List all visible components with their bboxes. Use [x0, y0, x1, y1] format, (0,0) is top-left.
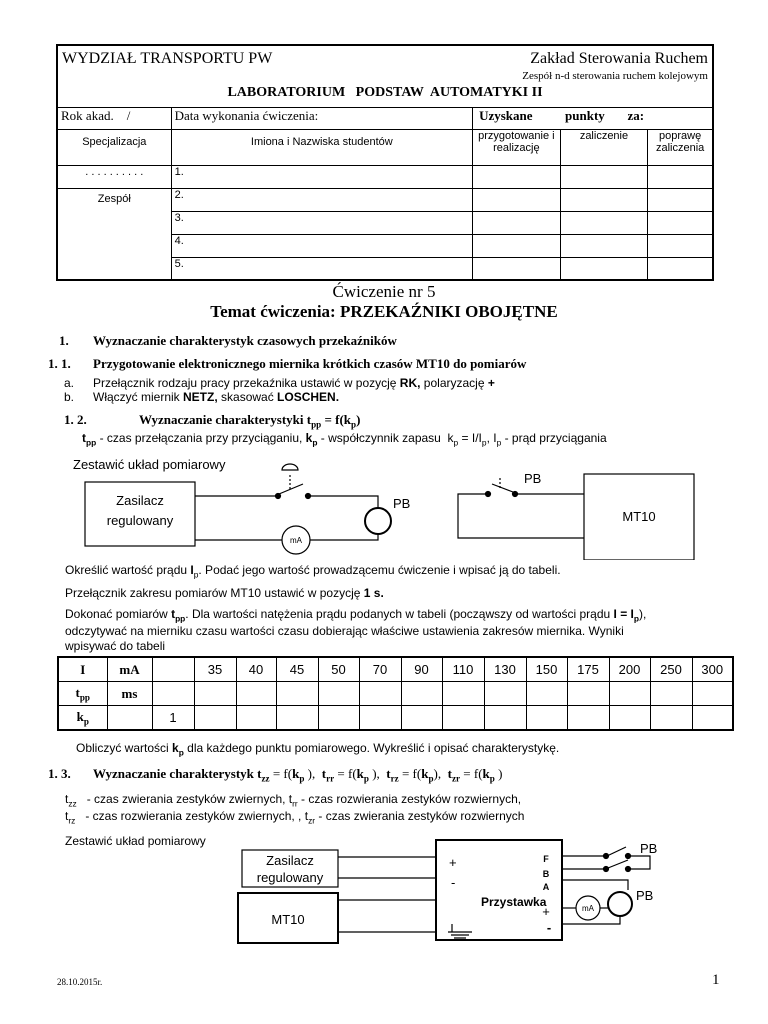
section-1-3-number: 1. 3.: [48, 766, 71, 781]
points-cell: [648, 257, 713, 280]
relay-pb-left: [365, 508, 391, 534]
table-cell: [650, 682, 692, 706]
specialization-label: Specjalizacja: [57, 129, 171, 165]
current-value: 150: [526, 657, 567, 682]
table-cell: [567, 706, 609, 731]
table-cell: [276, 682, 318, 706]
adapter-b: B: [542, 869, 550, 879]
row-current: [58, 657, 733, 682]
relay-pb-bottom: [608, 892, 632, 916]
current-value: 175: [567, 657, 609, 682]
points-cell: [648, 234, 713, 257]
exercise-topic: Temat ćwiczenia: PRZEKAŹNIKI OBOJĘTNE: [210, 302, 558, 321]
table-cell: [194, 706, 236, 731]
table-cell: [567, 682, 609, 706]
table-cell: [276, 706, 318, 731]
col-credit: zaliczenie: [560, 129, 648, 165]
measurement-instruction-line-3: wpisywać do tabeli: [65, 639, 166, 653]
step-a-marker: a.: [64, 376, 75, 390]
assemble-instruction-1: Zestawić układ pomiarowy: [73, 457, 226, 472]
col-correction: poprawę zaliczenia: [648, 129, 713, 165]
mt10-label-1: MT10: [622, 509, 656, 524]
ma-label-2: mA: [582, 904, 594, 913]
table-cell: [236, 682, 276, 706]
supply-label-2: regulowany: [106, 513, 174, 528]
footer-date: 28.10.2015r.: [57, 977, 103, 987]
circuit-diagram-1: [0, 460, 768, 560]
student-row-4: 4.: [171, 234, 473, 257]
current-value: 250: [650, 657, 692, 682]
points-label: Uzyskane punkty za:: [473, 107, 713, 129]
section-1-1-title: Przygotowanie elektronicznego miernika krótkich czasów MT10 do pomiarów: [93, 356, 527, 371]
current-value: 70: [359, 657, 401, 682]
points-cell: [473, 211, 561, 234]
group-label: Zespół: [57, 188, 171, 280]
step-b: Włączyć miernik NETZ, skasować LOSCHEN.: [93, 390, 340, 404]
points-cell: [648, 211, 713, 234]
current-value: 40: [236, 657, 276, 682]
section-1-2-number: 1. 2.: [64, 412, 87, 427]
academic-year-label: Rok akad. /: [57, 107, 171, 129]
measurement-table: [57, 656, 734, 731]
row-time-label: $t_{pp}$: [58, 682, 107, 706]
current-value: 45: [276, 657, 318, 682]
names-label: Imiona i Nazwiska studentów: [171, 129, 473, 165]
row-time: [58, 682, 733, 706]
points-cell: [648, 188, 713, 211]
points-cell: [560, 165, 648, 188]
pb-label-left: PB: [393, 496, 411, 511]
table-cell: [359, 682, 401, 706]
exercise-number: Ćwiczenie nr 5: [332, 282, 436, 301]
table-cell: [609, 706, 650, 731]
points-cell: [473, 234, 561, 257]
current-value: 110: [442, 657, 484, 682]
table-cell: [650, 706, 692, 731]
student-row-5: 5.: [171, 257, 473, 280]
trz-definition: $t_{rz}$ - czas rozwierania zestyków zwiernych, , $t_{zr}$ - czas zwierania zestyków rozwiernych: [65, 809, 525, 826]
row-current-label: I: [58, 657, 107, 682]
points-cell: [560, 234, 648, 257]
section-1-3-title: Wyznaczanie charakterystyk $t_{zz} = f(k_p$ ), $t_{rr} = f(k_p$ ), $t_{rz} = f(k_p)$, $t_{zr} = f(k_p$ ): [93, 766, 503, 784]
table-cell: [152, 657, 194, 682]
table-cell: [442, 682, 484, 706]
tpp-definition: $t_{pp}$ - czas przełączania przy przyciąganiu, $k_p$ - współczynnik zapasu $k_p = I/I_p$, $I_p$ - prąd przyciągania: [82, 431, 607, 448]
table-cell: [692, 706, 733, 731]
table-cell: [692, 682, 733, 706]
assemble-instruction-2: Zestawić układ pomiarowy: [65, 834, 206, 848]
adapter-minus-2: -: [546, 920, 552, 935]
table-cell: [194, 682, 236, 706]
header-title-cell: [57, 45, 713, 107]
table-cell: [107, 706, 152, 731]
row-current-unit: mA: [107, 657, 152, 682]
table-cell: [318, 682, 359, 706]
points-cell: [560, 257, 648, 280]
current-value: 35: [194, 657, 236, 682]
calculate-instruction: Obliczyć wartości $k_p$ dla każdego punktu pomiarowego. Wykreślić i opisać charakterystykę.: [76, 741, 560, 758]
kp-first-value: 1: [152, 706, 194, 731]
mt10-label-2: MT10: [271, 912, 305, 927]
current-value: 90: [401, 657, 442, 682]
student-row-2: 2.: [171, 188, 473, 211]
table-cell: [359, 706, 401, 731]
team-name: Zespół n-d sterowania ruchem kolejowym: [522, 70, 708, 82]
points-cell: [560, 188, 648, 211]
faculty-name: WYDZIAŁ TRANSPORTU PW: [62, 50, 273, 67]
supply2-label-1: Zasilacz: [266, 853, 314, 868]
header-table: [56, 44, 714, 281]
pb-label-top: PB: [640, 841, 658, 856]
table-cell: [236, 706, 276, 731]
adapter-label: Przystawka: [481, 895, 547, 909]
table-cell: [526, 682, 567, 706]
col-preparation: przygotowanie i realizację: [473, 129, 561, 165]
points-cell: [648, 165, 713, 188]
specialization-dots: . . . . . . . . . .: [57, 165, 171, 188]
row-kp: [58, 706, 733, 731]
pb-label-right: PB: [524, 471, 542, 486]
table-cell: [152, 682, 194, 706]
circuit-diagram-2: [0, 836, 768, 946]
adapter-minus-1: -: [451, 875, 456, 890]
current-value: 130: [484, 657, 526, 682]
adapter-f: F: [543, 854, 549, 864]
student-row-1: 1.: [171, 165, 473, 188]
table-cell: [609, 682, 650, 706]
table-cell: [401, 706, 442, 731]
measurement-instruction-line-1: Dokonać pomiarów $t_{pp}$. Dla wartości natężenia prądu podanych w tabeli (począwszy od wartości prądu $I = I_p$),: [65, 607, 647, 624]
date-label: Data wykonania ćwiczenia:: [171, 107, 473, 129]
section-1-2-title: Wyznaczanie charakterystyki $t_{pp} = f(k_p)$: [139, 412, 361, 430]
lab-title: LABORATORIUM PODSTAW AUTOMATYKI II: [227, 85, 543, 100]
student-row-3: 3.: [171, 211, 473, 234]
points-cell: [560, 211, 648, 234]
section-1-1-number: 1. 1.: [48, 356, 71, 371]
supply-label-1: Zasilacz: [116, 493, 164, 508]
current-value: 50: [318, 657, 359, 682]
table-cell: [318, 706, 359, 731]
adapter-a: A: [542, 882, 550, 892]
page-number: 1: [712, 972, 720, 988]
table-cell: [484, 682, 526, 706]
step-a: Przełącznik rodzaju pracy przekaźnika ustawić w pozycję RK, polaryzację +: [93, 376, 495, 390]
ma-label-1: mA: [290, 536, 302, 545]
range-instruction: Przełącznik zakresu pomiarów MT10 ustawić w pozycję 1 s.: [65, 586, 384, 600]
section-1-number: 1.: [59, 333, 69, 348]
step-b-marker: b.: [64, 390, 75, 404]
points-cell: [473, 188, 561, 211]
department-name: Zakład Sterowania Ruchem: [530, 50, 708, 67]
row-time-unit: ms: [107, 682, 152, 706]
table-cell: [484, 706, 526, 731]
adapter-plus-1: +: [449, 855, 457, 870]
adapter-plus-2: +: [542, 904, 550, 919]
supply2-label-2: regulowany: [256, 870, 324, 885]
pb-label-bottom: PB: [636, 888, 654, 903]
table-cell: [401, 682, 442, 706]
tzz-definition: $t_{zz}$ - czas zwierania zestyków zwiernych, $t_{rr}$ - czas rozwierania zestyków rozwiernych,: [65, 792, 522, 809]
points-cell: [473, 165, 561, 188]
table-cell: [526, 706, 567, 731]
points-cell: [473, 257, 561, 280]
current-value: 200: [609, 657, 650, 682]
measurement-instruction-line-2: odczytywać na mierniku czasu wartości czasu dobierając właściwe ustawienia zakresów miernika. Wyniki: [65, 624, 624, 638]
table-cell: [442, 706, 484, 731]
row-kp-label: $k_p$: [58, 706, 107, 731]
current-value: 300: [692, 657, 733, 682]
section-1-title: Wyznaczanie charakterystyk czasowych przekaźników: [93, 333, 397, 348]
ip-instruction: Określić wartość prądu $I_p$. Podać jego wartość prowadzącemu ćwiczenie i wpisać ją do tabeli.: [65, 563, 561, 580]
